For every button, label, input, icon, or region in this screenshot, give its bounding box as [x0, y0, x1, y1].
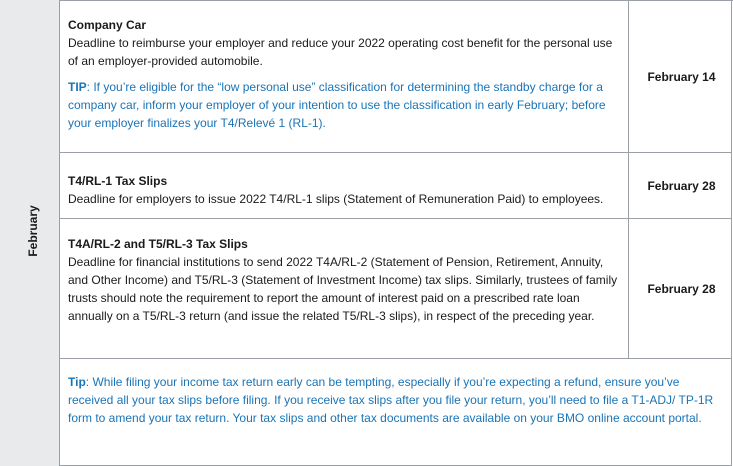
row-content — [60, 219, 629, 358]
row-title: Company Car — [68, 18, 147, 32]
row-description: Deadline for employers to issue 2022 T4/RL-1 slips (Statement of Remuneration Paid) to employees. — [68, 192, 604, 206]
row-title: T4A/RL-2 and T5/RL-3 Tax Slips — [68, 237, 248, 251]
row-description: Deadline for financial institutions to send 2022 T4A/RL-2 (Statement of Pension, Retirement, Annuity, and Other Income) and T5/RL-3 (Statement of Investment Income) tax slips. Similarly, trustees of family trusts should note the requirement to report the amount of interest paid on a prescribed rate loan annually on a T5/RL-3 return (and issue the related T5/RL-3 slips), in respect of the preceding year. — [68, 255, 618, 323]
footer-tip-text: : While filing your income tax return early can be tempting, especially if you’re expecting a refund, ensure you’ve received all your tax slips before filing. If you receive tax slips after you file your return, you’ll need to file a T1-ADJ/ TP-1R form to amend your tax return. Your tax slips and other tax documents are available on your BMO online account portal. — [68, 375, 714, 425]
row-description: Deadline to reimburse your employer and reduce your 2022 operating cost benefit for the personal use of an employer-provided automobile. — [68, 36, 613, 68]
row-date: February 14 — [647, 69, 716, 84]
row-title: T4/RL-1 Tax Slips — [68, 174, 168, 188]
row-date: February 28 — [647, 281, 716, 296]
footer-tip-row — [60, 359, 732, 466]
right-border — [731, 0, 732, 466]
row-content — [60, 153, 629, 218]
row-date: February 28 — [647, 178, 716, 193]
footer-tip-label: Tip — [68, 375, 86, 389]
tip-text: : If you’re eligible for the “low personal use” classification for determining the standby charge for a company car, inform your employer of your intention to use the classification in early February; before your employer finalizes your T4/Relevé 1 (RL-1). — [68, 80, 606, 130]
row-tip — [68, 78, 620, 132]
row-content — [60, 1, 629, 152]
month-column — [0, 0, 60, 466]
deadline-row-t4-slips — [60, 153, 732, 219]
deadline-row-company-car — [60, 1, 732, 153]
month-label: February — [26, 205, 40, 257]
tip-label: TIP — [68, 80, 87, 94]
footer-tip — [60, 373, 732, 427]
deadline-row-t4a-t5-slips — [60, 219, 732, 359]
